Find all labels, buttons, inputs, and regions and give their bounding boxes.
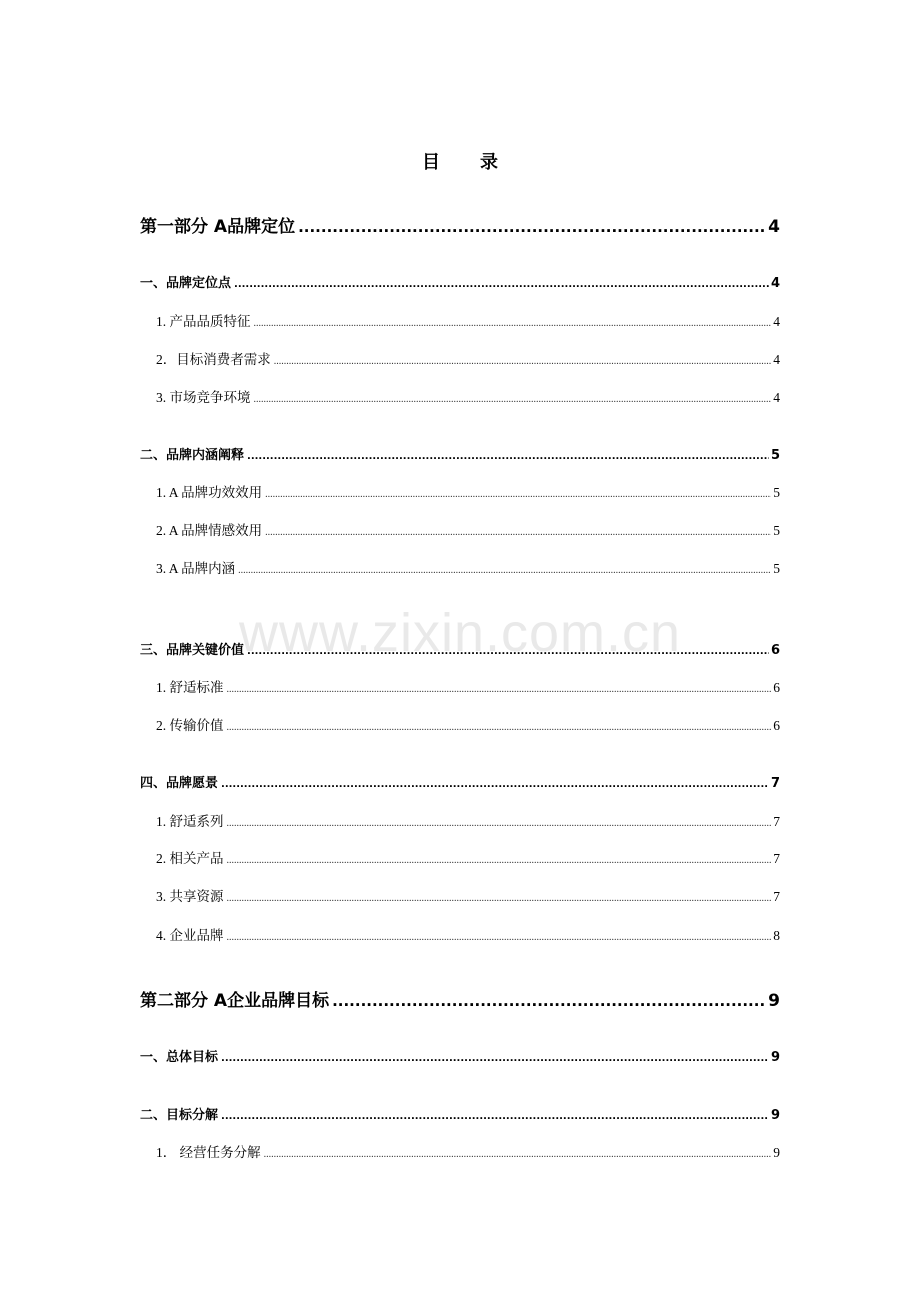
toc-entry-page: 4 [773, 390, 780, 405]
dot-leader [227, 855, 772, 866]
toc-entry-page: 5 [773, 523, 780, 538]
toc-entry-subsection[interactable] [156, 481, 780, 501]
dot-leader [234, 279, 769, 290]
dot-leader [247, 646, 769, 657]
toc-entry-label: 二、品牌内涵阐释 [140, 448, 245, 463]
toc-entry-label: 三、品牌关键价值 [140, 643, 245, 658]
toc-entry-label: 1. A 品牌功效效用 [156, 485, 263, 500]
dot-leader [254, 318, 772, 329]
toc-entry-label: 2. A 品牌情感效用 [156, 523, 263, 538]
toc-entry-label: 3. 市场竞争环境 [156, 390, 251, 405]
toc-entry-page: 6 [773, 680, 780, 695]
toc-entry-page: 5 [773, 485, 780, 500]
dot-leader [264, 1149, 772, 1160]
toc-entry-subsection[interactable] [156, 714, 780, 734]
toc-entry-label: 四、品牌愿景 [140, 776, 219, 791]
toc-entry-page: 6 [773, 718, 780, 733]
dot-leader [298, 218, 766, 236]
toc-entry-page: 7 [773, 889, 780, 904]
dot-leader [238, 565, 771, 576]
dot-leader [254, 394, 772, 405]
toc-entry-page: 5 [773, 561, 780, 576]
toc-entry-page: 4 [773, 314, 780, 329]
toc-entry-subsection[interactable] [156, 557, 780, 577]
toc-entry-label: 1. 产品品质特征 [156, 314, 251, 329]
dot-leader [247, 451, 769, 462]
toc-entry-page: 9 [768, 991, 780, 1011]
toc-entry-label: 1. 舒适系列 [156, 814, 224, 829]
dot-leader [221, 1053, 769, 1064]
toc-entry-label: 3. A 品牌内涵 [156, 561, 236, 576]
toc-entry-subsection[interactable] [156, 676, 780, 696]
toc-entry-label: 第一部分 A品牌定位 [140, 217, 296, 237]
toc-entry-subsection[interactable] [156, 924, 780, 944]
dot-leader [227, 893, 772, 904]
toc-entry-page: 8 [773, 928, 780, 943]
toc-entry-page: 9 [773, 1145, 780, 1160]
toc-entry-page: 4 [770, 276, 780, 291]
toc-entry-label: 2．目标消费者需求 [156, 352, 271, 367]
toc-entry-section[interactable] [140, 639, 780, 658]
toc-entry-label: 4. 企业品牌 [156, 928, 224, 943]
toc-entry-subsection[interactable] [156, 885, 780, 905]
toc-entry-section[interactable] [140, 1046, 780, 1065]
toc-entry-page: 7 [770, 776, 780, 791]
dot-leader [332, 992, 766, 1010]
toc-entry-section[interactable] [140, 272, 780, 291]
dot-leader [265, 489, 771, 500]
toc-entry-subsection[interactable] [156, 519, 780, 539]
dot-leader [274, 356, 772, 367]
toc-entry-label: 一、总体目标 [140, 1050, 219, 1065]
toc-entry-subsection[interactable] [156, 386, 780, 406]
dot-leader [221, 1111, 769, 1122]
toc-entry-page: 4 [773, 352, 780, 367]
dot-leader [227, 932, 772, 943]
dot-leader [265, 527, 771, 538]
toc-entry-section[interactable] [140, 444, 780, 463]
toc-entry-subsection[interactable] [156, 310, 780, 330]
toc-entry-label: 2. 相关产品 [156, 851, 224, 866]
toc-entry-label: 2. 传输价值 [156, 718, 224, 733]
toc-title-char-2: 录 [480, 152, 498, 173]
watermark: www.zixin.com.cn [238, 603, 682, 663]
toc-entry-label: 1. 舒适标准 [156, 680, 224, 695]
dot-leader [227, 684, 772, 695]
dot-leader [227, 818, 772, 829]
toc-entry-subsection[interactable] [156, 348, 780, 368]
dot-leader [221, 779, 769, 790]
toc-entry-page: 7 [773, 851, 780, 866]
toc-entry-page: 9 [770, 1050, 780, 1065]
toc-entry-label: 一、品牌定位点 [140, 276, 232, 291]
toc-entry-label: 3. 共享资源 [156, 889, 224, 904]
toc-entry-label: 二、目标分解 [140, 1108, 219, 1123]
toc-entry-section[interactable] [140, 772, 780, 791]
toc-entry-page: 5 [770, 448, 780, 463]
toc-title-char-1: 目 [422, 152, 440, 173]
toc-entry-label: 第二部分 A企业品牌目标 [140, 991, 330, 1011]
toc-entry-page: 9 [770, 1108, 780, 1123]
toc-entry-subsection[interactable] [156, 1141, 780, 1161]
dot-leader [227, 722, 772, 733]
toc-entry-part-2[interactable] [140, 986, 780, 1011]
toc-entry-page: 4 [768, 217, 780, 237]
toc-entry-subsection[interactable] [156, 847, 780, 867]
toc-entry-page: 6 [770, 643, 780, 658]
toc-entry-part-1[interactable] [140, 212, 780, 237]
toc-entry-label: 1． 经营任务分解 [156, 1145, 261, 1160]
toc-entry-subsection[interactable] [156, 810, 780, 830]
toc-entry-page: 7 [773, 814, 780, 829]
toc-entry-section[interactable] [140, 1104, 780, 1123]
